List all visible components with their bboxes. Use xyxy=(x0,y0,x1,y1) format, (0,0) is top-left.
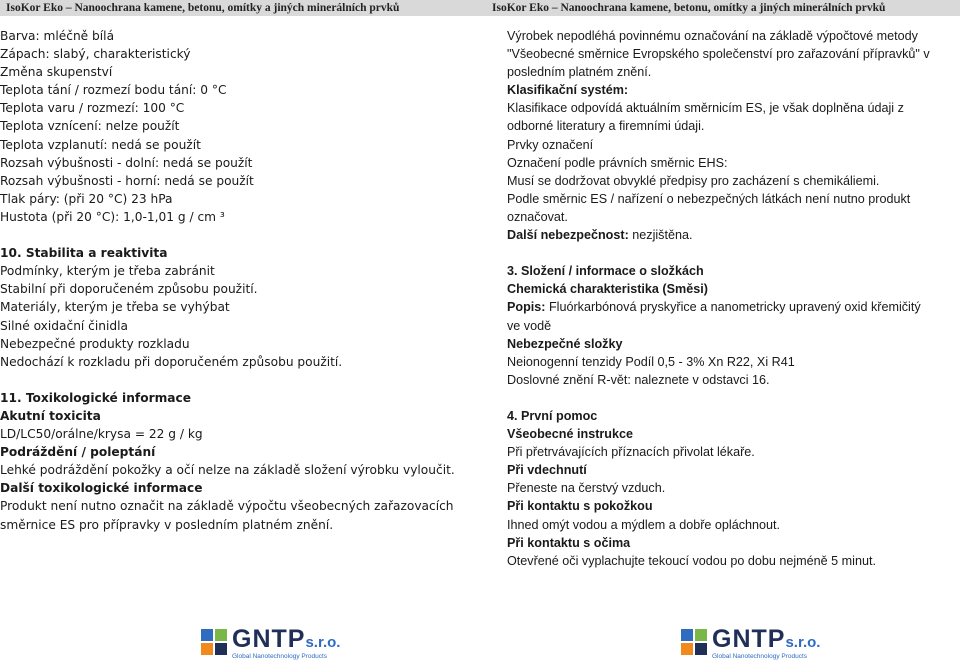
property-line: Teplota varu / rozmezí: 100 °C xyxy=(0,101,185,116)
subheading: Další toxikologické informace xyxy=(0,481,203,496)
property-line: Teplota vznícení: nelze použít xyxy=(0,119,180,134)
subheading: Všeobecné instrukce xyxy=(507,427,633,442)
section-line: Produkt není nutno označit na základě výpočtu všeobecných zařazovacích xyxy=(0,499,454,514)
intro-line: posledním platném znění. xyxy=(507,65,652,80)
section-line: Přeneste na čerstvý vzduch. xyxy=(507,481,666,496)
right-page xyxy=(480,0,960,667)
page-header: IsoKor Eko – Nanoochrana kamene, betonu, omítky a jiných minerálních prvků xyxy=(480,0,960,16)
logo-tagline: Global Nanotechnology Products xyxy=(712,653,808,660)
property-line: Rozsah výbušnosti - horní: nedá se použít xyxy=(0,173,254,188)
properties-list xyxy=(0,27,480,226)
subheading: Akutní toxicita xyxy=(0,408,101,423)
intro-line: Výrobek nepodléhá povinnému označování na základě výpočtové metody xyxy=(507,29,918,43)
section-line: Materiály, kterým je třeba se vyhýbat xyxy=(0,300,230,315)
section-line: Podmínky, kterým je třeba zabránit xyxy=(0,264,215,279)
section-3 xyxy=(507,262,960,389)
subheading: Chemická charakteristika (Směsi) xyxy=(507,282,708,297)
section-heading: 11. Toxikologické informace xyxy=(0,390,192,405)
subheading: Při kontaktu s očima xyxy=(507,535,631,550)
section-line: Klasifikace odpovídá aktuálním směrnicím ES, je však doplněna údaji z xyxy=(507,101,904,116)
page-header: IsoKor Eko – Nanoochrana kamene, betonu, omítky a jiných minerálních prvků xyxy=(0,0,480,16)
section-line: Doslovné znění R-vět: naleznete v odstavci 16. xyxy=(507,372,770,387)
section-line: ve vodě xyxy=(507,318,552,333)
section-line: odborné literatury a firemními údaji. xyxy=(507,119,705,134)
property-line: Hustota (při 20 °C): 1,0-1,01 g / cm ³ xyxy=(0,209,225,224)
section-line: Neionogenní tenzidy Podíl 0,5 - 3% Xn R22, Xi R41 xyxy=(507,354,795,369)
section-line: Prvky označení xyxy=(507,137,594,152)
property-line: Zápach: slabý, charakteristický xyxy=(0,47,191,62)
section-heading: 10. Stabilita a reaktivita xyxy=(0,246,168,261)
other-hazard-line: Další nebezpečnost: nezjištěna. xyxy=(507,228,693,243)
gntp-logo-mark-icon xyxy=(199,627,229,657)
property-line: Tlak páry: (při 20 °C) 23 hPa xyxy=(0,191,173,206)
section-4 xyxy=(507,407,960,570)
section-line: Při přetrvávajících příznacích přivolat lékaře. xyxy=(507,445,755,460)
section-line: Musí se dodržovat obvyklé předpisy pro zacházení s chemikáliemi. xyxy=(507,173,880,188)
subheading: Klasifikační systém: xyxy=(507,83,629,98)
logo-tagline: Global Nanotechnology Products xyxy=(232,653,328,660)
gntp-logo xyxy=(679,625,819,665)
section-line: LD/LC50/orálne/krysa = 22 g / kg xyxy=(0,427,203,442)
subheading: Při kontaktu s pokožkou xyxy=(507,499,653,514)
section-line: Podle směrnic ES / nařízení o nebezpečných látkách není nutno produkt xyxy=(507,191,911,206)
subheading: Při vdechnutí xyxy=(507,463,587,478)
section-line: Silné oxidační činidla xyxy=(0,318,128,333)
logo-wordmark: GNTPs.r.o. xyxy=(232,625,341,653)
intro-line: "Všeobecné směrnice Evropského společenství pro zařazování přípravků" v xyxy=(507,47,930,62)
subheading: Nebezpečné složky xyxy=(507,336,623,351)
section-line: směrnice ES pro přípravky v posledním platném znění. xyxy=(0,517,334,532)
section-line: Nebezpečné produkty rozkladu xyxy=(0,336,190,351)
section-line: označovat. xyxy=(507,209,568,224)
left-content xyxy=(0,27,480,534)
section-line: Stabilní při doporučeném způsobu použití. xyxy=(0,282,258,297)
property-line: Barva: mléčně bílá xyxy=(0,29,115,43)
property-line: Změna skupenství xyxy=(0,65,113,80)
section-line: Nedochází k rozkladu při doporučeném způsobu použití. xyxy=(0,354,343,369)
section-line: Označení podle právních směrnic EHS: xyxy=(507,155,728,170)
section-line: Ihned omýt vodou a mýdlem a dobře opláchnout. xyxy=(507,517,781,532)
gntp-logo-mark-icon xyxy=(679,627,709,657)
property-line: Teplota vzplanutí: nedá se použít xyxy=(0,137,201,152)
property-line: Teplota tání / rozmezí bodu tání: 0 °C xyxy=(0,83,227,98)
gntp-logo xyxy=(199,625,339,665)
section-11 xyxy=(0,389,480,534)
section-10 xyxy=(0,244,480,371)
description-line: Popis: Fluórkarbónová pryskyřice a nanometricky upravený oxid křemičitý xyxy=(507,300,921,315)
right-content xyxy=(507,27,960,570)
section-line: Otevřené oči vyplachujte tekoucí vodou po dobu nejméně 5 minut. xyxy=(507,553,876,568)
property-line: Rozsah výbušnosti - dolní: nedá se použít xyxy=(0,155,253,170)
logo-wordmark: GNTPs.r.o. xyxy=(712,625,821,653)
section-heading: 3. Složení / informace o složkách xyxy=(507,264,704,279)
section-line: Lehké podráždění pokožky a očí nelze na základě složení výrobku vyloučit. xyxy=(0,463,455,478)
subheading: Podráždění / poleptání xyxy=(0,445,156,460)
section-heading: 4. První pomoc xyxy=(507,408,598,423)
